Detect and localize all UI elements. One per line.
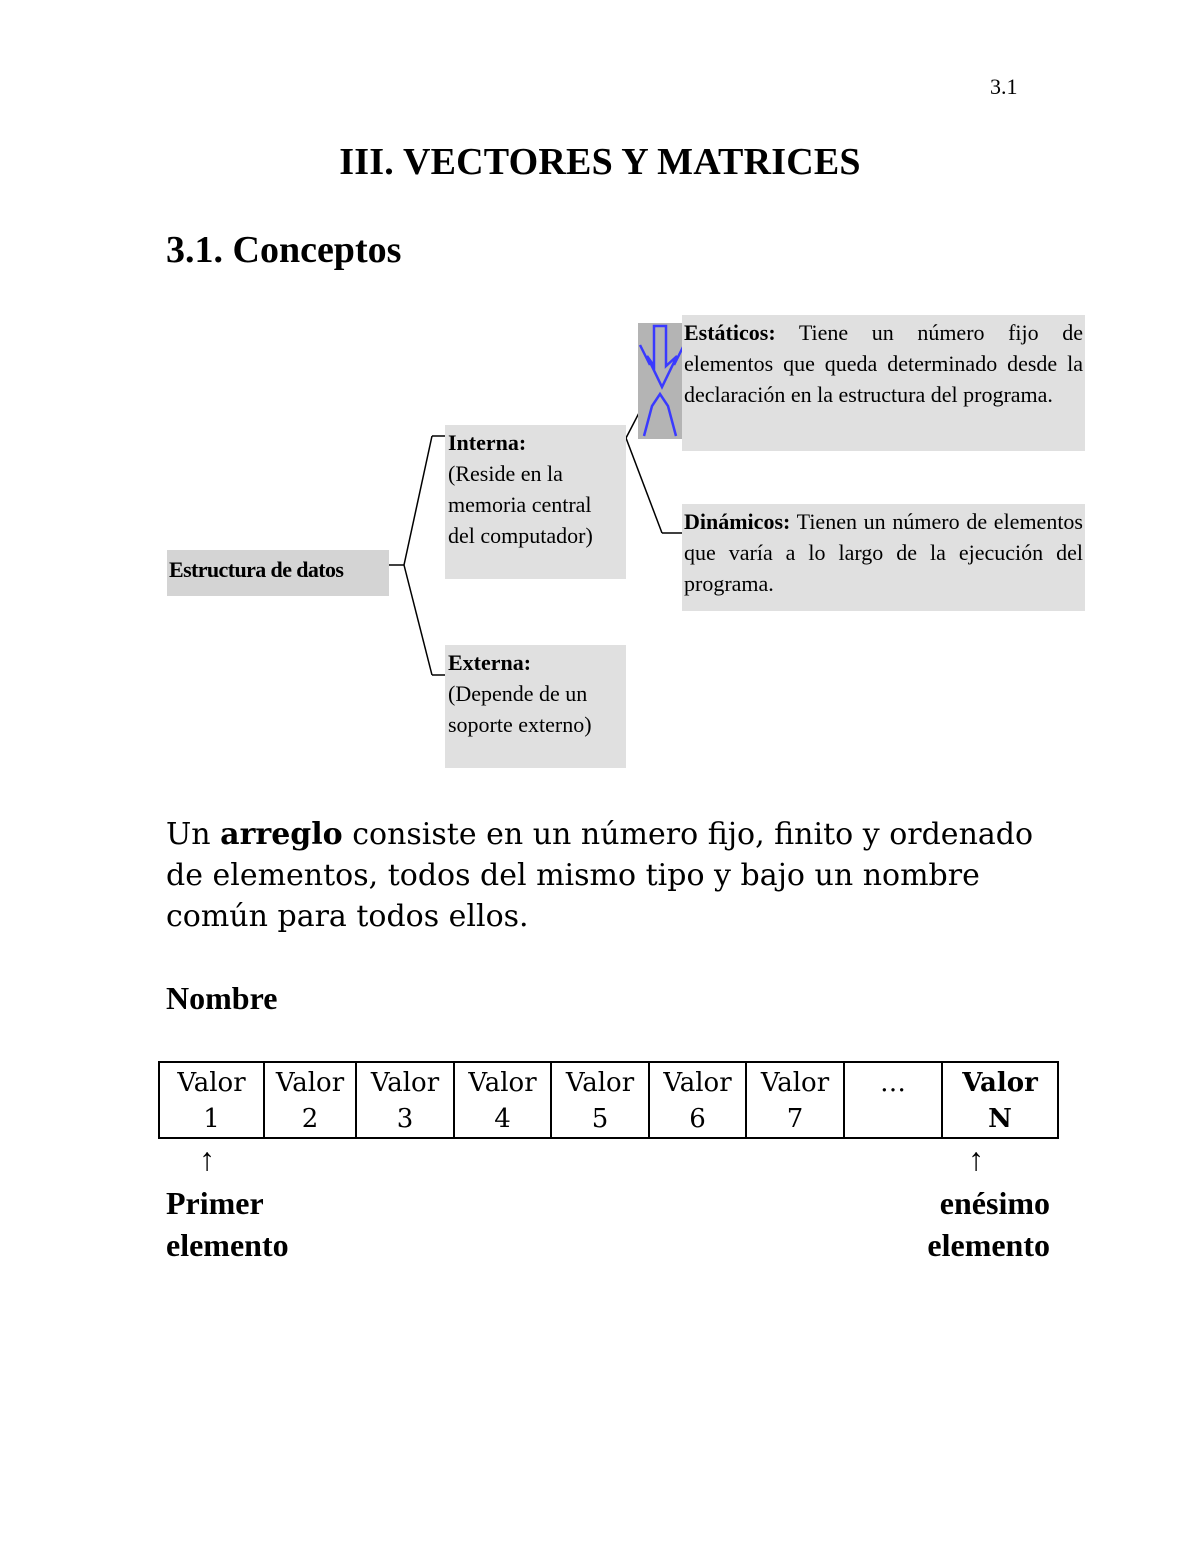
diagram-externa-box [445,645,626,768]
interna-title: Interna: [448,430,527,455]
dinamicos-text: Tienen un número de elementos que varía a lo largo de la ejecución del programa. [684,509,1083,596]
section-title: 3.1. Conceptos [166,229,402,271]
externa-text: (Depende de un soporte externo) [448,681,592,737]
paragraph-keyword: arreglo [220,817,343,852]
diagram-root-label: Estructura de datos [169,557,344,582]
definition-paragraph [166,814,1046,937]
paragraph-start: Un [166,817,221,852]
dinamicos-title: Dinámicos: [684,509,791,534]
first-label-line1: Primer [166,1185,264,1221]
array-cell: Valor 7 [746,1062,844,1138]
first-element-label [166,1182,289,1266]
array-cell: Valor 5 [551,1062,649,1138]
array-cell-ellipsis: … [844,1062,942,1138]
last-element-label [850,1182,1050,1266]
array-name-label: Nombre [166,980,278,1016]
diagram-estaticos-box [682,315,1085,451]
diagram-root-box [167,550,389,596]
last-label-line2: elemento [927,1227,1050,1263]
last-label-line1: enésimo [939,1185,1050,1221]
paragraph-rest: consiste en un número fijo, finito y ordenado de elementos, todos del mismo tipo y bajo un nombre común para todos ellos. [166,817,1034,934]
first-label-line2: elemento [166,1227,289,1263]
last-element-arrow-icon: ↑ [968,1141,984,1177]
array-cell: Valor 6 [649,1062,746,1138]
array-cell: Valor 3 [356,1062,454,1138]
estaticos-title: Estáticos: [684,320,776,345]
first-element-arrow-icon: ↑ [199,1141,215,1177]
array-cell: Valor 1 [159,1062,264,1138]
externa-title: Externa: [448,650,532,675]
array-cell-last: Valor N [942,1062,1058,1138]
interna-text: (Reside en la memoria central del computador) [448,461,593,548]
array-cell: Valor 4 [454,1062,551,1138]
diagram-dinamicos-box [682,504,1085,611]
array-cell: Valor 2 [264,1062,356,1138]
diagram-interna-box [445,425,626,579]
chapter-title: III. VECTORES Y MATRICES [339,141,861,183]
page-number: 3.1 [990,74,1018,99]
array-table [158,1061,1059,1139]
estaticos-text: Tiene un número fijo de elementos que queda determinado desde la declaración en la estructura del programa. [684,320,1083,407]
decorative-ornament-icon [638,323,686,439]
